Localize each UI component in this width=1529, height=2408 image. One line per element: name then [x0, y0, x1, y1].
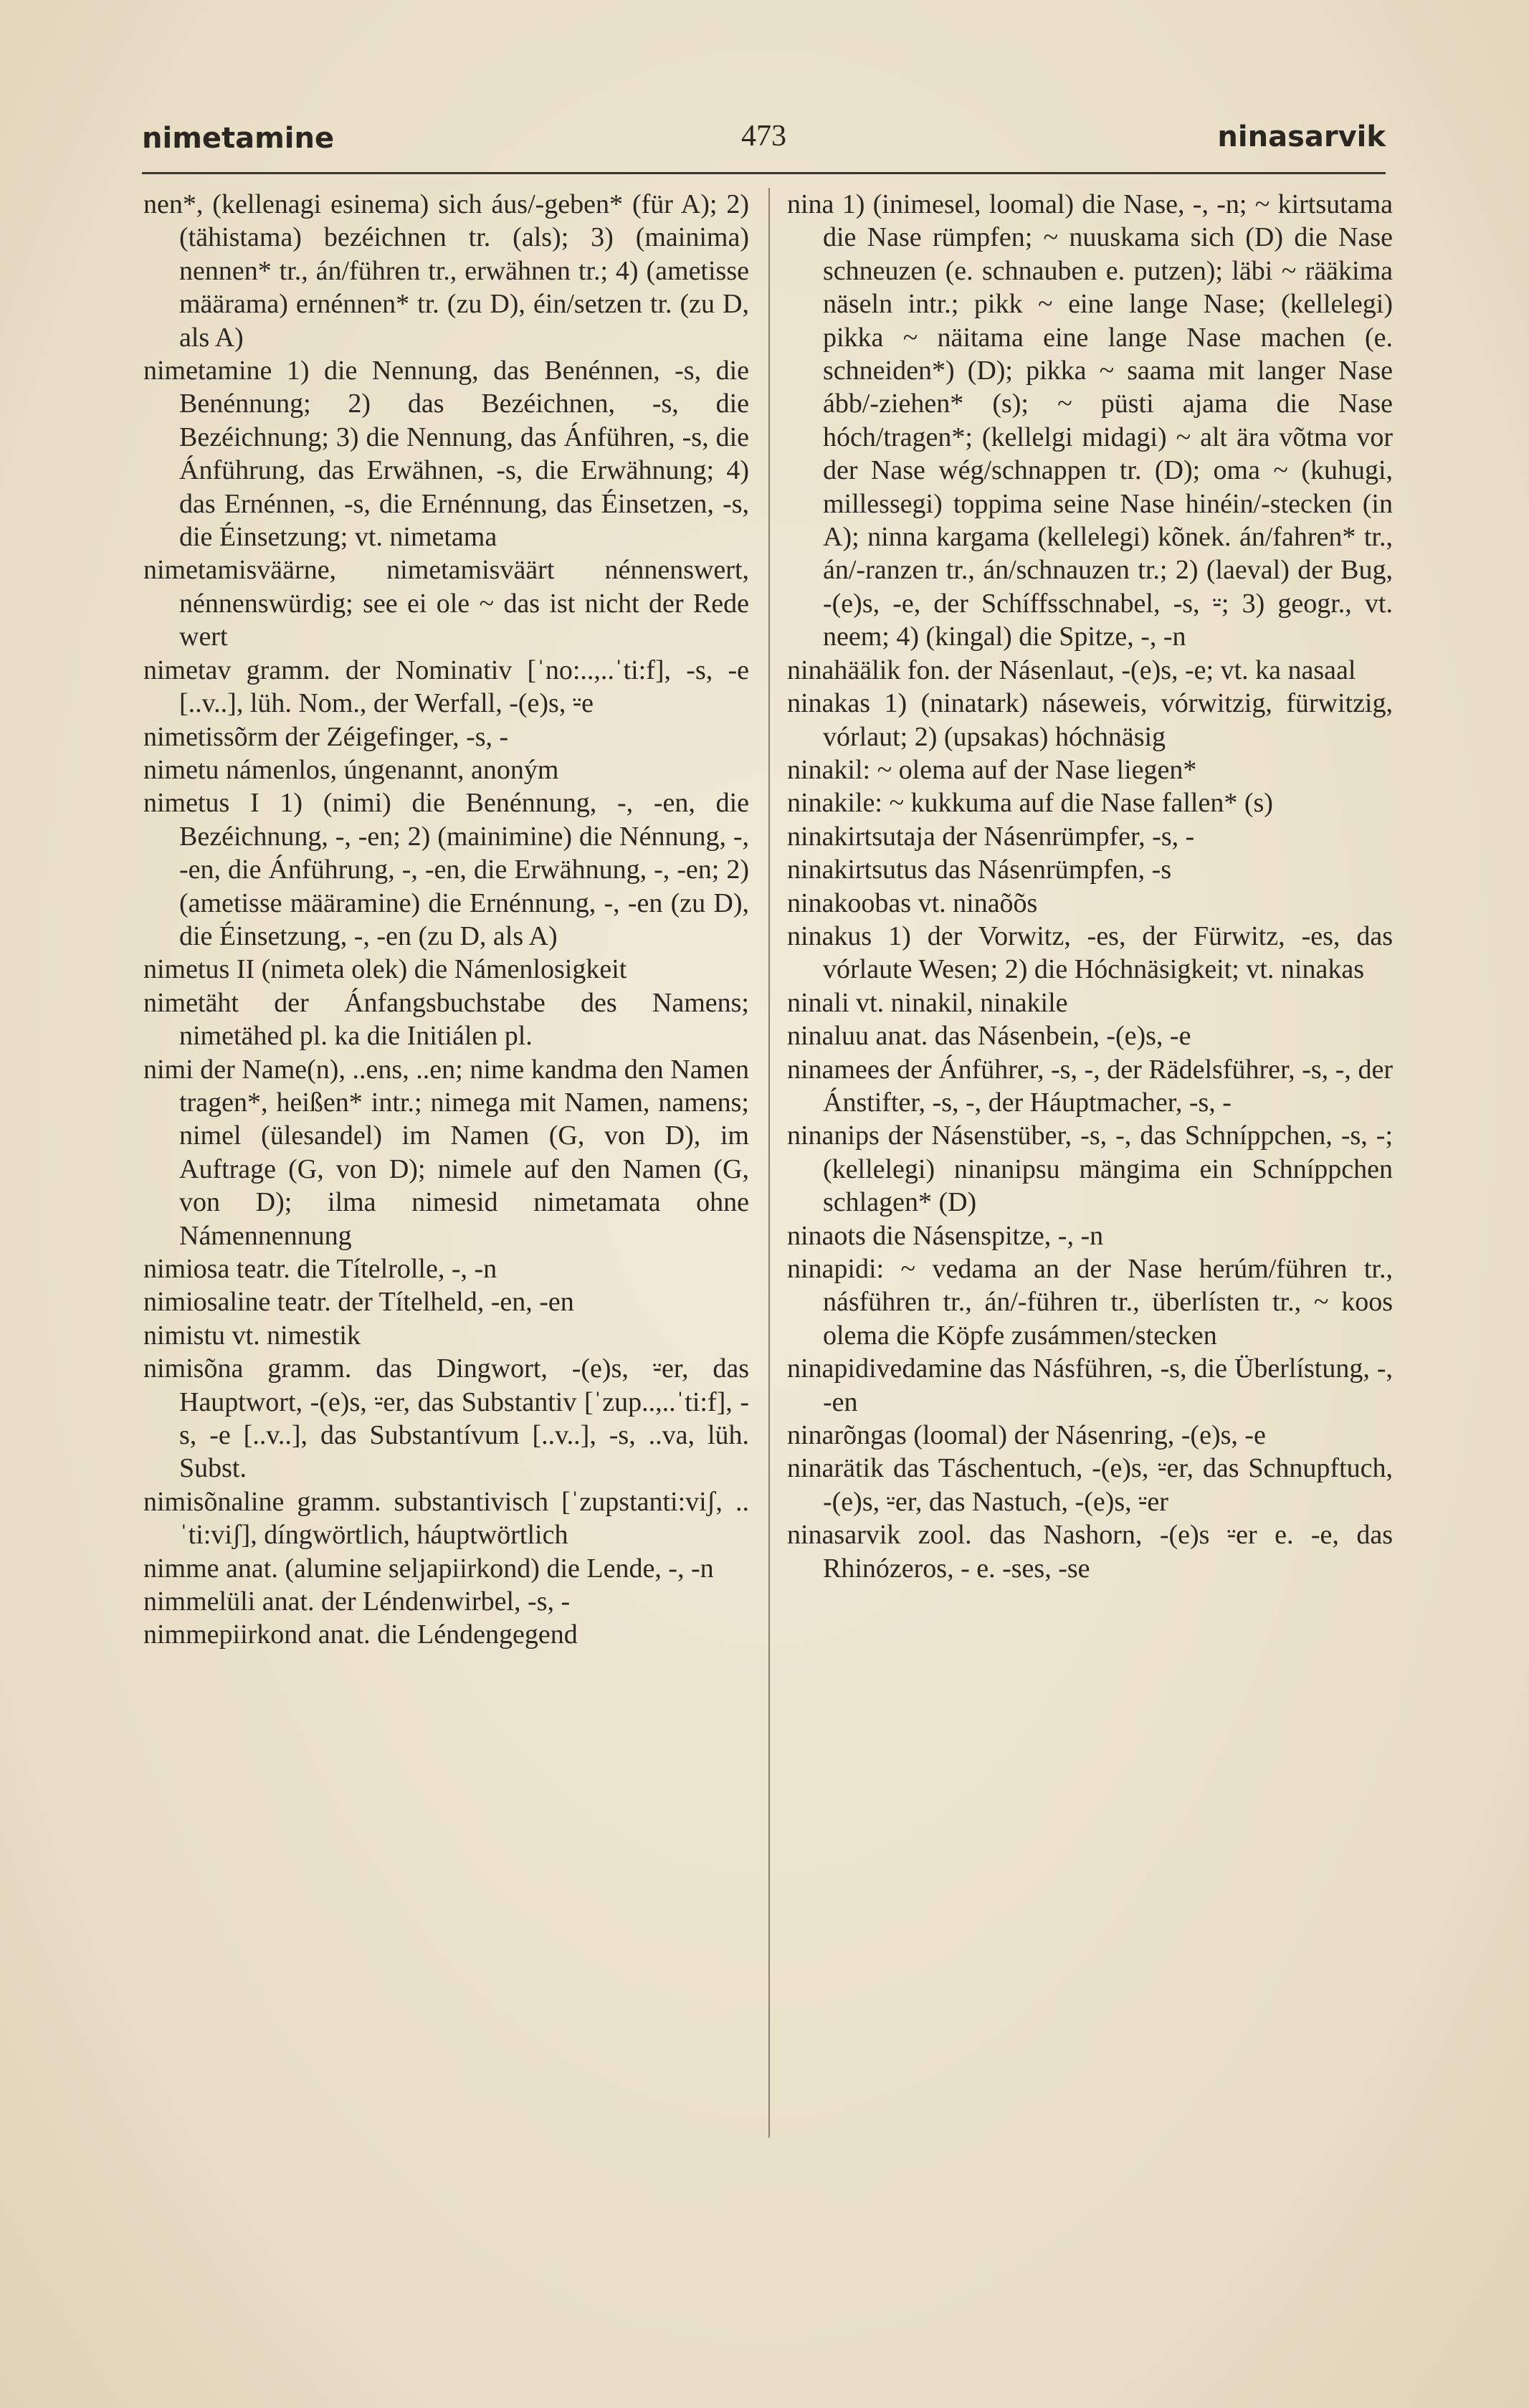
dictionary-entry: nimistu vt. nimestik	[143, 1320, 361, 1351]
dictionary-entry: nimetissõrm der Zéigefinger, -s, -	[143, 721, 509, 752]
dictionary-entry: nimiosaline teatr. der Títelheld, -en, -en	[143, 1287, 574, 1318]
dictionary-entry: ninanips der Násenstüber, -s, -, das Schníppchen, -s, -; (kellelegi) ninanipsu mängima ein Schníppchen schlagen* (D)	[787, 1120, 1393, 1218]
page-header	[142, 108, 1386, 165]
dictionary-entry: ninaluu anat. das Násenbein, -(e)s, -e	[787, 1021, 1191, 1052]
dictionary-entry: nimetamine 1) die Nennung, das Benénnen, -s, die Benénnung; 2) das Bezéichnen, -s, die Bezéichnung; 3) die Nennung, das Ánführen, -s, die Ánführung, das Erwähnen, -s, die Erwähnung; 4) das Ernénnen, -s, die Ernénnung, das Éinsetzen, -s, die Éinsetzung; vt. nimetama	[143, 356, 749, 553]
dictionary-entry: ninakirtsutus das Násenrümpfen, -s	[787, 855, 1172, 885]
left-column	[143, 188, 749, 2166]
dictionary-entry: nimetäht der Ánfangsbuchstabe des Namens; nimetähed pl. ka die Initiálen pl.	[143, 987, 749, 1052]
dictionary-entry: nimmelüli anat. der Léndenwirbel, -s, -	[143, 1586, 571, 1617]
dictionary-entry: nimiosa teatr. die Títelrolle, -, -n	[143, 1254, 497, 1284]
dictionary-entry: nimetamisväärne, nimetamisväärt nénnenswert, nénnenswürdig; see ei ole ~ das ist nicht der Rede wert	[143, 555, 749, 652]
dictionary-entry: ninali vt. ninakil, ninakile	[787, 987, 1068, 1018]
page-number: 473	[741, 120, 786, 153]
dictionary-entry: ninakirtsutaja der Násenrümpfer, -s, -	[787, 821, 1195, 852]
dictionary-entry: nen*, (kellenagi esinema) sich áus/-geben* (für A); 2) (tähistama) bezéichnen tr. (als); 3) (mainima) nennen* tr., án/führen tr., erwähnen tr.; 4) (ametisse määrama) ernénnen* tr. (zu D), éin/setzen tr. (zu D, als A)	[143, 189, 749, 353]
dictionary-entry: nimi der Name(n), ..ens, ..en; nime kandma den Namen tragen*, heißen* intr.; nimega mit Namen, namens; nimel (ülesandel) im Namen (G, von D), im Auftrage (G, von D); nimele auf den Namen (G, von D); ilma nimesid nimetamata ohne Námennennung	[143, 1054, 749, 1251]
dictionary-entry: nimetus II (nimeta olek) die Námenlosigkeit	[143, 954, 627, 985]
dictionary-entry: nimetu námenlos, úngenannt, anoným	[143, 754, 559, 785]
dictionary-entry: ninamees der Ánführer, -s, -, der Rädelsführer, -s, -, der Ánstifter, -s, -, der Háuptmacher, -s, -	[787, 1054, 1393, 1118]
dictionary-entry: nimisõna gramm. das Dingwort, -(e)s, ⸚er, das Hauptwort, -(e)s, ⸚er, das Substantiv [ˈzup..,..ˈti:f], -s, -e [..v..], das Substantívum [..v..], -s, ..va, lüh. Subst.	[143, 1353, 749, 1484]
dictionary-entry: nimetus I 1) (nimi) die Benénnung, -, -en, die Bezéichnung, -, -en; 2) (mainimine) die Nénnung, -, -en, die Ánführung, -, -en, die Erwähnung, -, -en; 2) (ametisse määramine) die Ernénnung, -, -en (zu D), die Éinsetzung, -, -en (zu D, als A)	[143, 788, 749, 951]
right-column	[787, 188, 1393, 2166]
dictionary-entry: nimme anat. (alumine seljapiirkond) die Lende, -, -n	[143, 1553, 714, 1584]
dictionary-entry: ninakile: ~ kukkuma auf die Nase fallen* (s)	[787, 788, 1273, 819]
dictionary-entry: ninahäälik fon. der Násenlaut, -(e)s, -e; vt. ka nasaal	[787, 655, 1356, 685]
dictionary-entry: ninakus 1) der Vorwitz, -es, der Fürwitz, -es, das vórlaute Wesen; 2) die Hóchnäsigkeit; vt. ninakas	[787, 920, 1393, 985]
dictionary-entry: ninarätik das Táschentuch, -(e)s, ⸚er, das Schnupftuch, -(e)s, ⸚er, das Nastuch, -(e)s, ⸚er	[787, 1453, 1393, 1517]
dictionary-entry: nimmepiirkond anat. die Léndengegend	[143, 1619, 578, 1650]
dictionary-entry: ninaots die Násenspitze, -, -n	[787, 1220, 1104, 1251]
left-guide-word: nimetamine	[142, 122, 335, 155]
right-guide-word: ninasarvik	[1217, 120, 1386, 153]
dictionary-entry: ninapidi: ~ vedama an der Nase herúm/führen tr., násführen tr., án/-führen tr., überlísten tr., ~ koos olema die Köpfe zusámmen/stecken	[787, 1254, 1393, 1351]
header-rule	[142, 172, 1386, 174]
dictionary-entry: nimetav gramm. der Nominativ [ˈno:..,..ˈti:f], -s, -e [..v..], lüh. Nom., der Werfall, -(e)s, ⸚e	[143, 655, 749, 719]
dictionary-entry: ninasarvik zool. das Nashorn, -(e)s ⸚er e. -e, das Rhinózeros, - e. -ses, -se	[787, 1520, 1393, 1584]
dictionary-entry: nina 1) (inimesel, loomal) die Nase, -, -n; ~ kirtsutama die Nase rümpfen; ~ nuuskama sich (D) die Nase schneuzen (e. schnauben e. putzen); läbi ~ rääkima näseln intr.; pikk ~ eine lange Nase; (kellelegi) pikka ~ näitama eine lange Nase machen (e. schneiden*) (D); pikka ~ saama mit langer Nase ább/-ziehen* (s); ~ püsti ajama die Nase hóch/tragen*; (kellelgi midagi) ~ alt ära võtma vor der Nase wég/schnappen tr. (D); oma ~ (kuhugi, millessegi) toppima seine Nase hinéin/-stecken (in A); ninna kargama (kellelegi) kõnek. án/fahren* tr., án/-ranzen tr., án/schnauzen tr.; 2) (laeval) der Bug, -(e)s, -e, der Schíffsschnabel, -s, ⸚; 3) geogr., vt. neem; 4) (kingal) die Spitze, -, -n	[787, 189, 1393, 652]
dictionary-entry: nimisõnaline gramm. substantivisch [ˈzupstanti:viʃ, ..ˈti:viʃ], díngwörtlich, háuptwörtlich	[143, 1486, 749, 1551]
dictionary-entry: ninakas 1) (ninatark) náseweis, vórwitzig, fürwitzig, vórlaut; 2) (upsakas) hóchnäsig	[787, 688, 1393, 752]
dictionary-entry: ninapidivedamine das Násführen, -s, die Überlístung, -, -en	[787, 1353, 1393, 1417]
dictionary-entry: ninarõngas (loomal) der Násenring, -(e)s, -e	[787, 1420, 1266, 1451]
dictionary-entry: ninakil: ~ olema auf der Nase liegen*	[787, 754, 1197, 785]
column-divider	[768, 188, 770, 2138]
dictionary-entry: ninakoobas vt. ninaõõs	[787, 887, 1038, 918]
